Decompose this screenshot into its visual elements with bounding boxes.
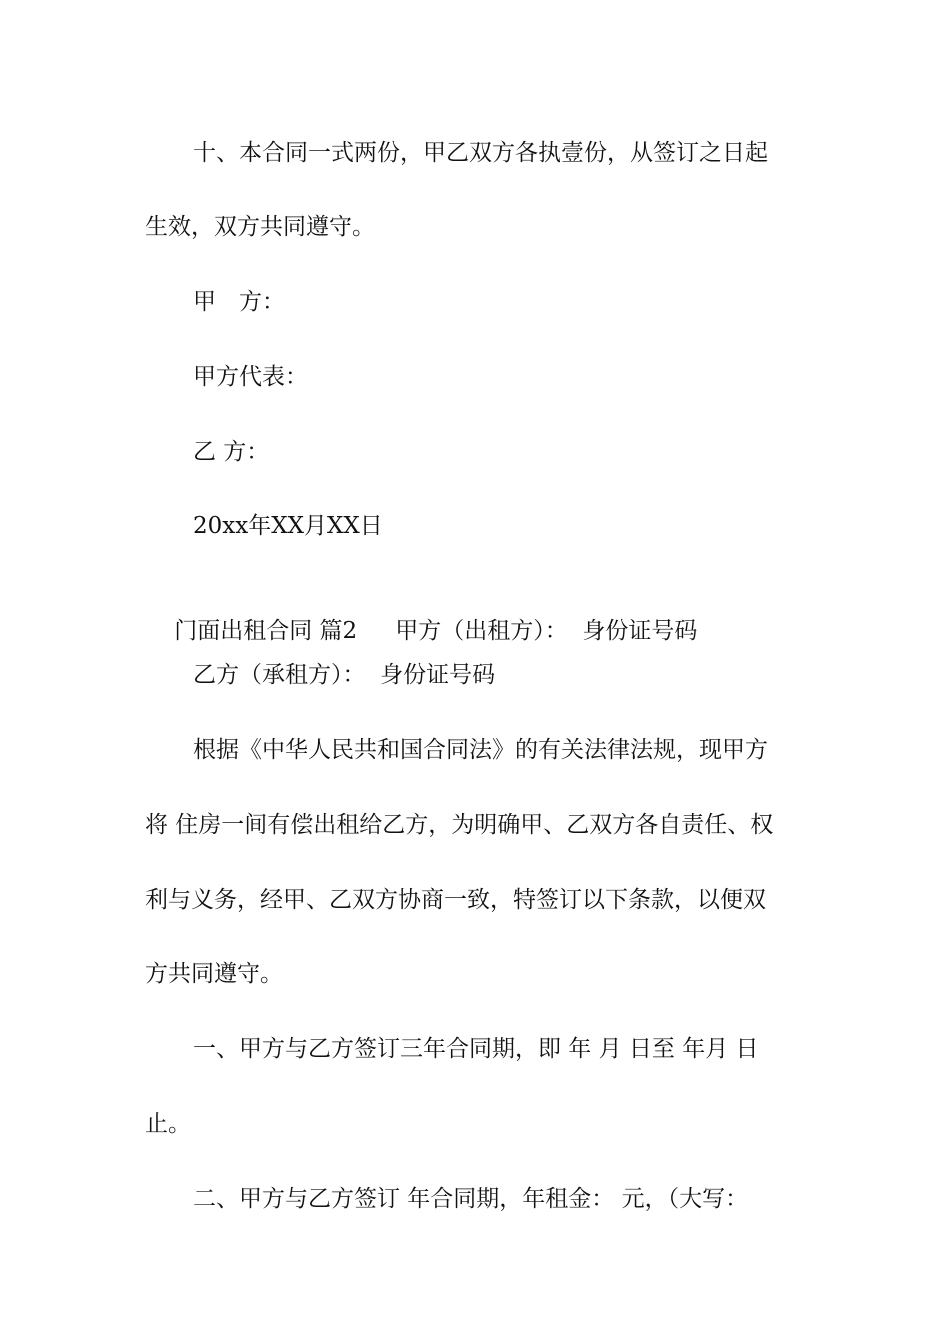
preamble-line-1: 根据《中华人民共和国合同法》的有关法律法规，现甲方 (193, 737, 768, 763)
signature-party-a: 甲 方： (193, 289, 285, 315)
preamble-line-2: 将 住房一间有偿出租给乙方，为明确甲、乙双方各自责任、权 (145, 812, 774, 838)
clause-ten-line-1: 十、本合同一式两份，甲乙双方各执壹份，从签订之日起 (193, 140, 768, 166)
signature-party-b: 乙 方： (193, 439, 270, 465)
preamble-line-3: 利与义务，经甲、乙双方协商一致，特签订以下条款，以便双 (145, 887, 766, 913)
contract-two-title: 门面出租合同 篇2 (174, 618, 358, 644)
preamble-line-4: 方共同遵守。 (145, 961, 283, 987)
contract-two-party-a: 甲方（出租方）： 身份证号码 (395, 618, 698, 644)
signature-party-a-representative: 甲方代表： (193, 364, 308, 390)
clause-ten-line-2: 生效，双方共同遵守。 (145, 214, 375, 240)
clause-one-line-1: 一、甲方与乙方签订三年合同期，即 年 月 日至 年月 日 (193, 1036, 759, 1062)
signature-date: 20xx年XX月XX日 (193, 513, 383, 539)
clause-two-line-1: 二、甲方与乙方签订 年合同期，年租金： 元，（大写： (193, 1186, 749, 1212)
clause-one-line-2: 止。 (145, 1111, 191, 1137)
contract-two-party-b: 乙方（承租方）： 身份证号码 (193, 662, 496, 688)
